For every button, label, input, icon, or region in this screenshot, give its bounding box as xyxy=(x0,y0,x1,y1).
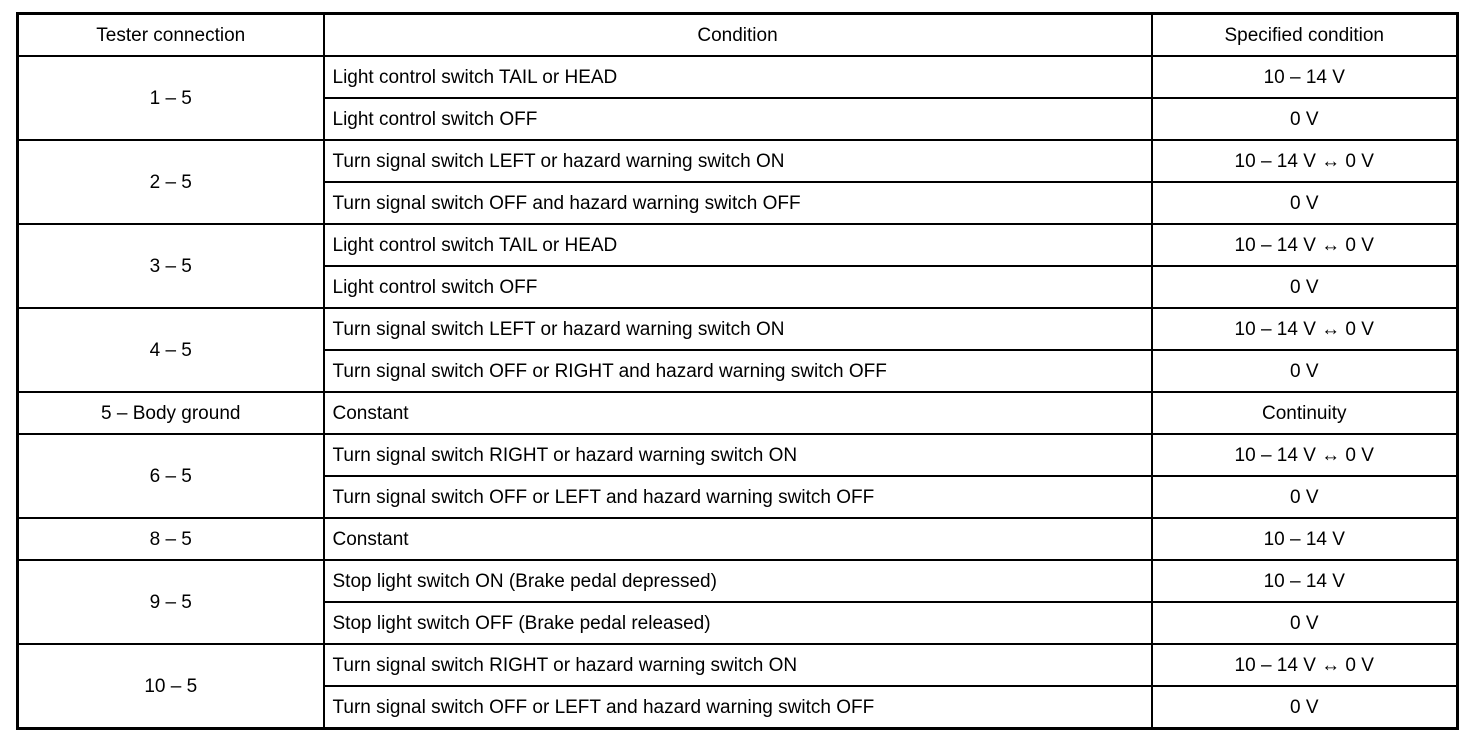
specified-condition-cell: 0 V xyxy=(1152,182,1458,224)
specified-condition-cell: 10 – 14 V ↔ 0 V xyxy=(1152,224,1458,266)
condition-cell: Light control switch TAIL or HEAD xyxy=(324,56,1152,98)
condition-cell: Light control switch TAIL or HEAD xyxy=(324,224,1152,266)
table-row xyxy=(18,56,1458,98)
condition-cell: Turn signal switch RIGHT or hazard warning switch ON xyxy=(324,644,1152,686)
specified-condition-cell: 10 – 14 V ↔ 0 V xyxy=(1152,434,1458,476)
specified-condition-cell: 0 V xyxy=(1152,476,1458,518)
tester-connection-cell: 2 – 5 xyxy=(18,140,324,224)
tester-connection-cell: 1 – 5 xyxy=(18,56,324,140)
table-row xyxy=(18,434,1458,476)
specified-condition-cell: 0 V xyxy=(1152,266,1458,308)
specified-condition-cell: 10 – 14 V xyxy=(1152,56,1458,98)
table-row xyxy=(18,560,1458,602)
tester-connection-table xyxy=(16,12,1459,730)
tester-connection-cell: 3 – 5 xyxy=(18,224,324,308)
condition-cell: Turn signal switch OFF or RIGHT and hazard warning switch OFF xyxy=(324,350,1152,392)
condition-cell: Constant xyxy=(324,518,1152,560)
table-row xyxy=(18,140,1458,182)
condition-cell: Light control switch OFF xyxy=(324,98,1152,140)
specified-condition-cell: 10 – 14 V ↔ 0 V xyxy=(1152,308,1458,350)
specified-condition-cell: 0 V xyxy=(1152,350,1458,392)
header-specified-condition: Specified condition xyxy=(1152,14,1458,57)
condition-cell: Stop light switch ON (Brake pedal depressed) xyxy=(324,560,1152,602)
specified-condition-cell: 0 V xyxy=(1152,686,1458,729)
tester-connection-cell: 10 – 5 xyxy=(18,644,324,729)
table-body xyxy=(18,56,1458,729)
tester-connection-cell: 6 – 5 xyxy=(18,434,324,518)
header-condition: Condition xyxy=(324,14,1152,57)
header-row xyxy=(18,14,1458,57)
condition-cell: Stop light switch OFF (Brake pedal released) xyxy=(324,602,1152,644)
condition-cell: Turn signal switch RIGHT or hazard warning switch ON xyxy=(324,434,1152,476)
condition-cell: Turn signal switch OFF and hazard warning switch OFF xyxy=(324,182,1152,224)
condition-cell: Light control switch OFF xyxy=(324,266,1152,308)
table-row xyxy=(18,224,1458,266)
condition-cell: Constant xyxy=(324,392,1152,434)
specified-condition-cell: 0 V xyxy=(1152,98,1458,140)
condition-cell: Turn signal switch LEFT or hazard warning switch ON xyxy=(324,308,1152,350)
specified-condition-cell: Continuity xyxy=(1152,392,1458,434)
condition-cell: Turn signal switch LEFT or hazard warning switch ON xyxy=(324,140,1152,182)
specified-condition-cell: 10 – 14 V xyxy=(1152,560,1458,602)
condition-cell: Turn signal switch OFF or LEFT and hazard warning switch OFF xyxy=(324,476,1152,518)
header-tester-connection: Tester connection xyxy=(18,14,324,57)
table-row xyxy=(18,308,1458,350)
table-row xyxy=(18,644,1458,686)
tester-connection-cell: 9 – 5 xyxy=(18,560,324,644)
table-row xyxy=(18,392,1458,434)
specified-condition-cell: 10 – 14 V ↔ 0 V xyxy=(1152,644,1458,686)
specified-condition-cell: 0 V xyxy=(1152,602,1458,644)
condition-cell: Turn signal switch OFF or LEFT and hazard warning switch OFF xyxy=(324,686,1152,729)
tester-connection-cell: 8 – 5 xyxy=(18,518,324,560)
tester-connection-cell: 4 – 5 xyxy=(18,308,324,392)
table-row xyxy=(18,518,1458,560)
tester-connection-cell: 5 – Body ground xyxy=(18,392,324,434)
specified-condition-cell: 10 – 14 V ↔ 0 V xyxy=(1152,140,1458,182)
specified-condition-cell: 10 – 14 V xyxy=(1152,518,1458,560)
